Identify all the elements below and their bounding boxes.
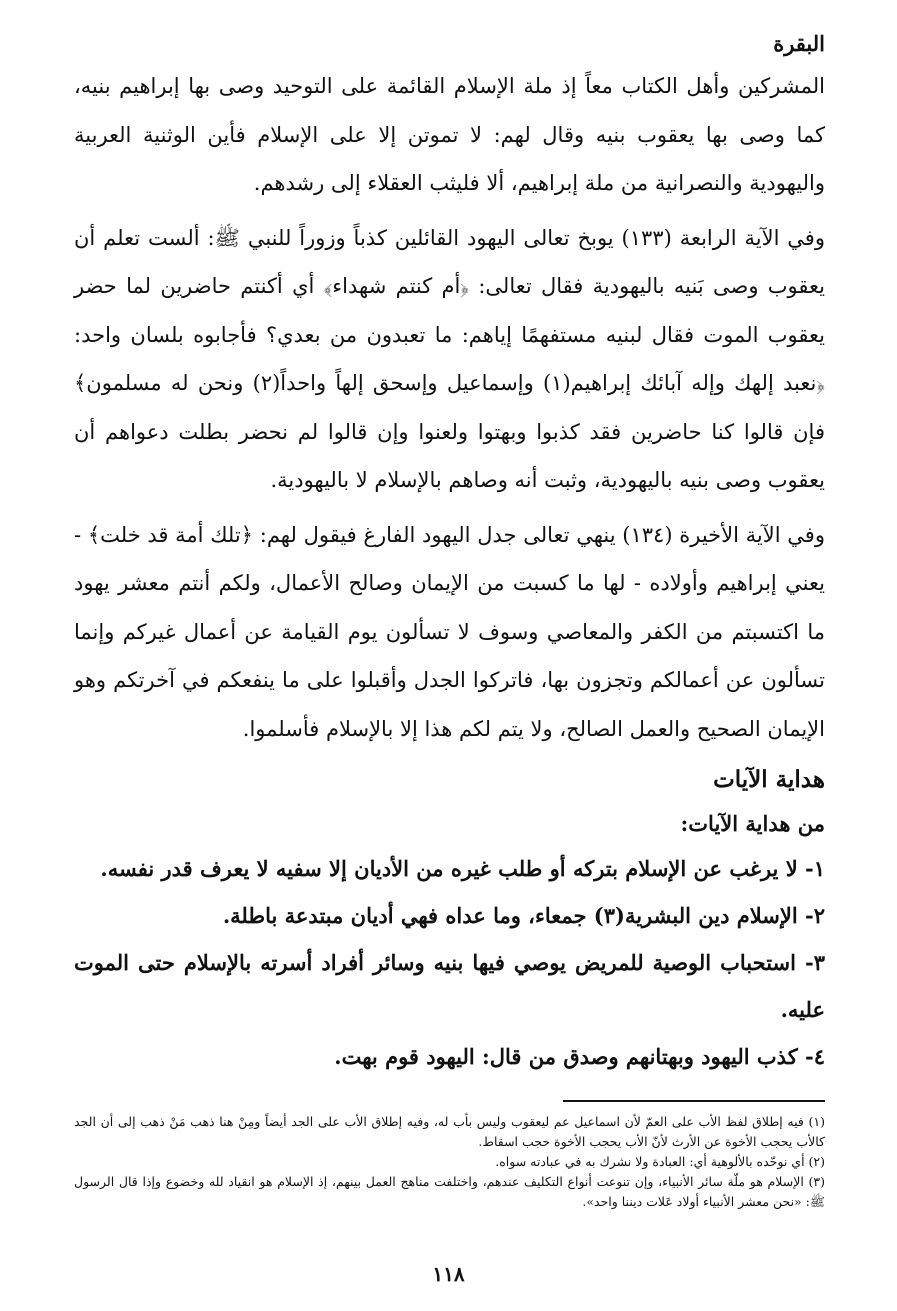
- lesson-item-4: ٤- كذب اليهود وبهتانهم وصدق من قال: اليهود قوم بهت.: [334, 1044, 825, 1069]
- footnote-3: (٣) الإسلام هو ملّة سائر الأنبياء، وإن تنوعت أنواع التكليف عندهم، واختلفت مناهج العمل بينهم، إذ الإسلام هو انقياد لله وخضوع وإذا قال الرسول ﷺ: «نحن معشر الأنبياء أولاد عَلات ديننا واحد».: [74, 1174, 825, 1209]
- section-heading: هداية الآيات: [713, 766, 825, 793]
- body-paragraph-1: المشركين وأهل الكتاب معاً إذ ملة الإسلام القائمة على التوحيد وصى بها إبراهيم بنيه، كما وصى بها يعقوب بنيه وقال لهم: لا تموتن إلا على الإسلام فأين الوثنية العربية واليهودية والنصرانية من ملة إبراهيم، ألا فليثب العقلاء إلى رشدهم.: [74, 74, 825, 195]
- lesson-item-1: ١- لا يرغب عن الإسلام بتركه أو طلب غيره من الأديان إلا سفيه لا يعرف قدر نفسه.: [100, 856, 825, 881]
- page-number: ١١٨: [432, 1262, 465, 1286]
- running-head: البقرة: [773, 31, 825, 56]
- footnote-1: (١) فيه إطلاق لفظ الأب على العمّ لأن اسماعيل عم ليعقوب وليس بأب له، وفيه إطلاق الأب على الجد أيضاً ومِنْ هنا ذهب مَنْ ذهب إلى أن الجد كالأب يحجب الأخوة عن الأرث لأنّ الأب يحجب الأخوة حجب اسقاط.: [74, 1114, 825, 1149]
- body-paragraph-3: وفي الآية الأخيرة (١٣٤) ينهي تعالى جدل اليهود الفارغ فيقول لهم: ﴿تلك أمة قد خلت﴾ - يعني إبراهيم وأولاده - لها ما كسبت من الإيمان وصالح الأعمال، ولكم أنتم معشر يهود ما اكتسبتم من الكفر والمعاصي وسوف لا تسألون يوم القيامة عن أعمال غيركم وإنما تسألون عن أعمالكم وتجزون بها، فاتركوا الجدل وأقبلوا على ما ينفعكم في آخرتكم وهو الإيمان الصحيح والعمل الصالح، ولا يتم لكم هذا إلا بالإسلام فأسلموا.: [74, 522, 825, 741]
- lesson-item-2: ٢- الإسلام دين البشرية(٣) جمعاء، وما عداه فهي أديان مبتدعة باطلة.: [222, 903, 825, 928]
- section-subheading: من هداية الآيات:: [680, 811, 825, 836]
- lesson-item-3: ٣- استحباب الوصية للمريض يوصي فيها بنيه وسائر أفراد أسرته بالإسلام حتى الموت عليه.: [74, 950, 825, 1022]
- body-paragraph-2: وفي الآية الرابعة (١٣٣) يوبخ تعالى اليهود القائلين كذباً وزوراً للنبي ﷺ: ألست تعلم أن يعقوب وصى بَنيه باليهودية فقال تعالى: ﴿أم كنتم شهداء﴾ أي أكنتم حاضرين لما حضر يعقوب الموت فقال لبنيه مستفهمًا إياهم: ما تعبدون من بعدي؟ فأجابوه بلسان واحد: ﴿نعبد إلهك وإله آبائك إبراهيم(١) وإسماعيل وإسحق إلهاً واحداً(٢) ونحن له مسلمون﴾ فإن قالوا كنا حاضرين فقد كذبوا وبهتوا ولعنوا وإن قالوا لم نحضر بطلت دعواهم أن يعقوب وصى بنيه باليهودية، وثبت أنه وصاهم بالإسلام لا باليهودية.: [74, 225, 826, 492]
- footnote-separator: [563, 1100, 825, 1102]
- footnote-2: (٢) أي نوحّده بالألوهية أي: العبادة ولا نشرك به في عبادته سواه.: [495, 1154, 825, 1169]
